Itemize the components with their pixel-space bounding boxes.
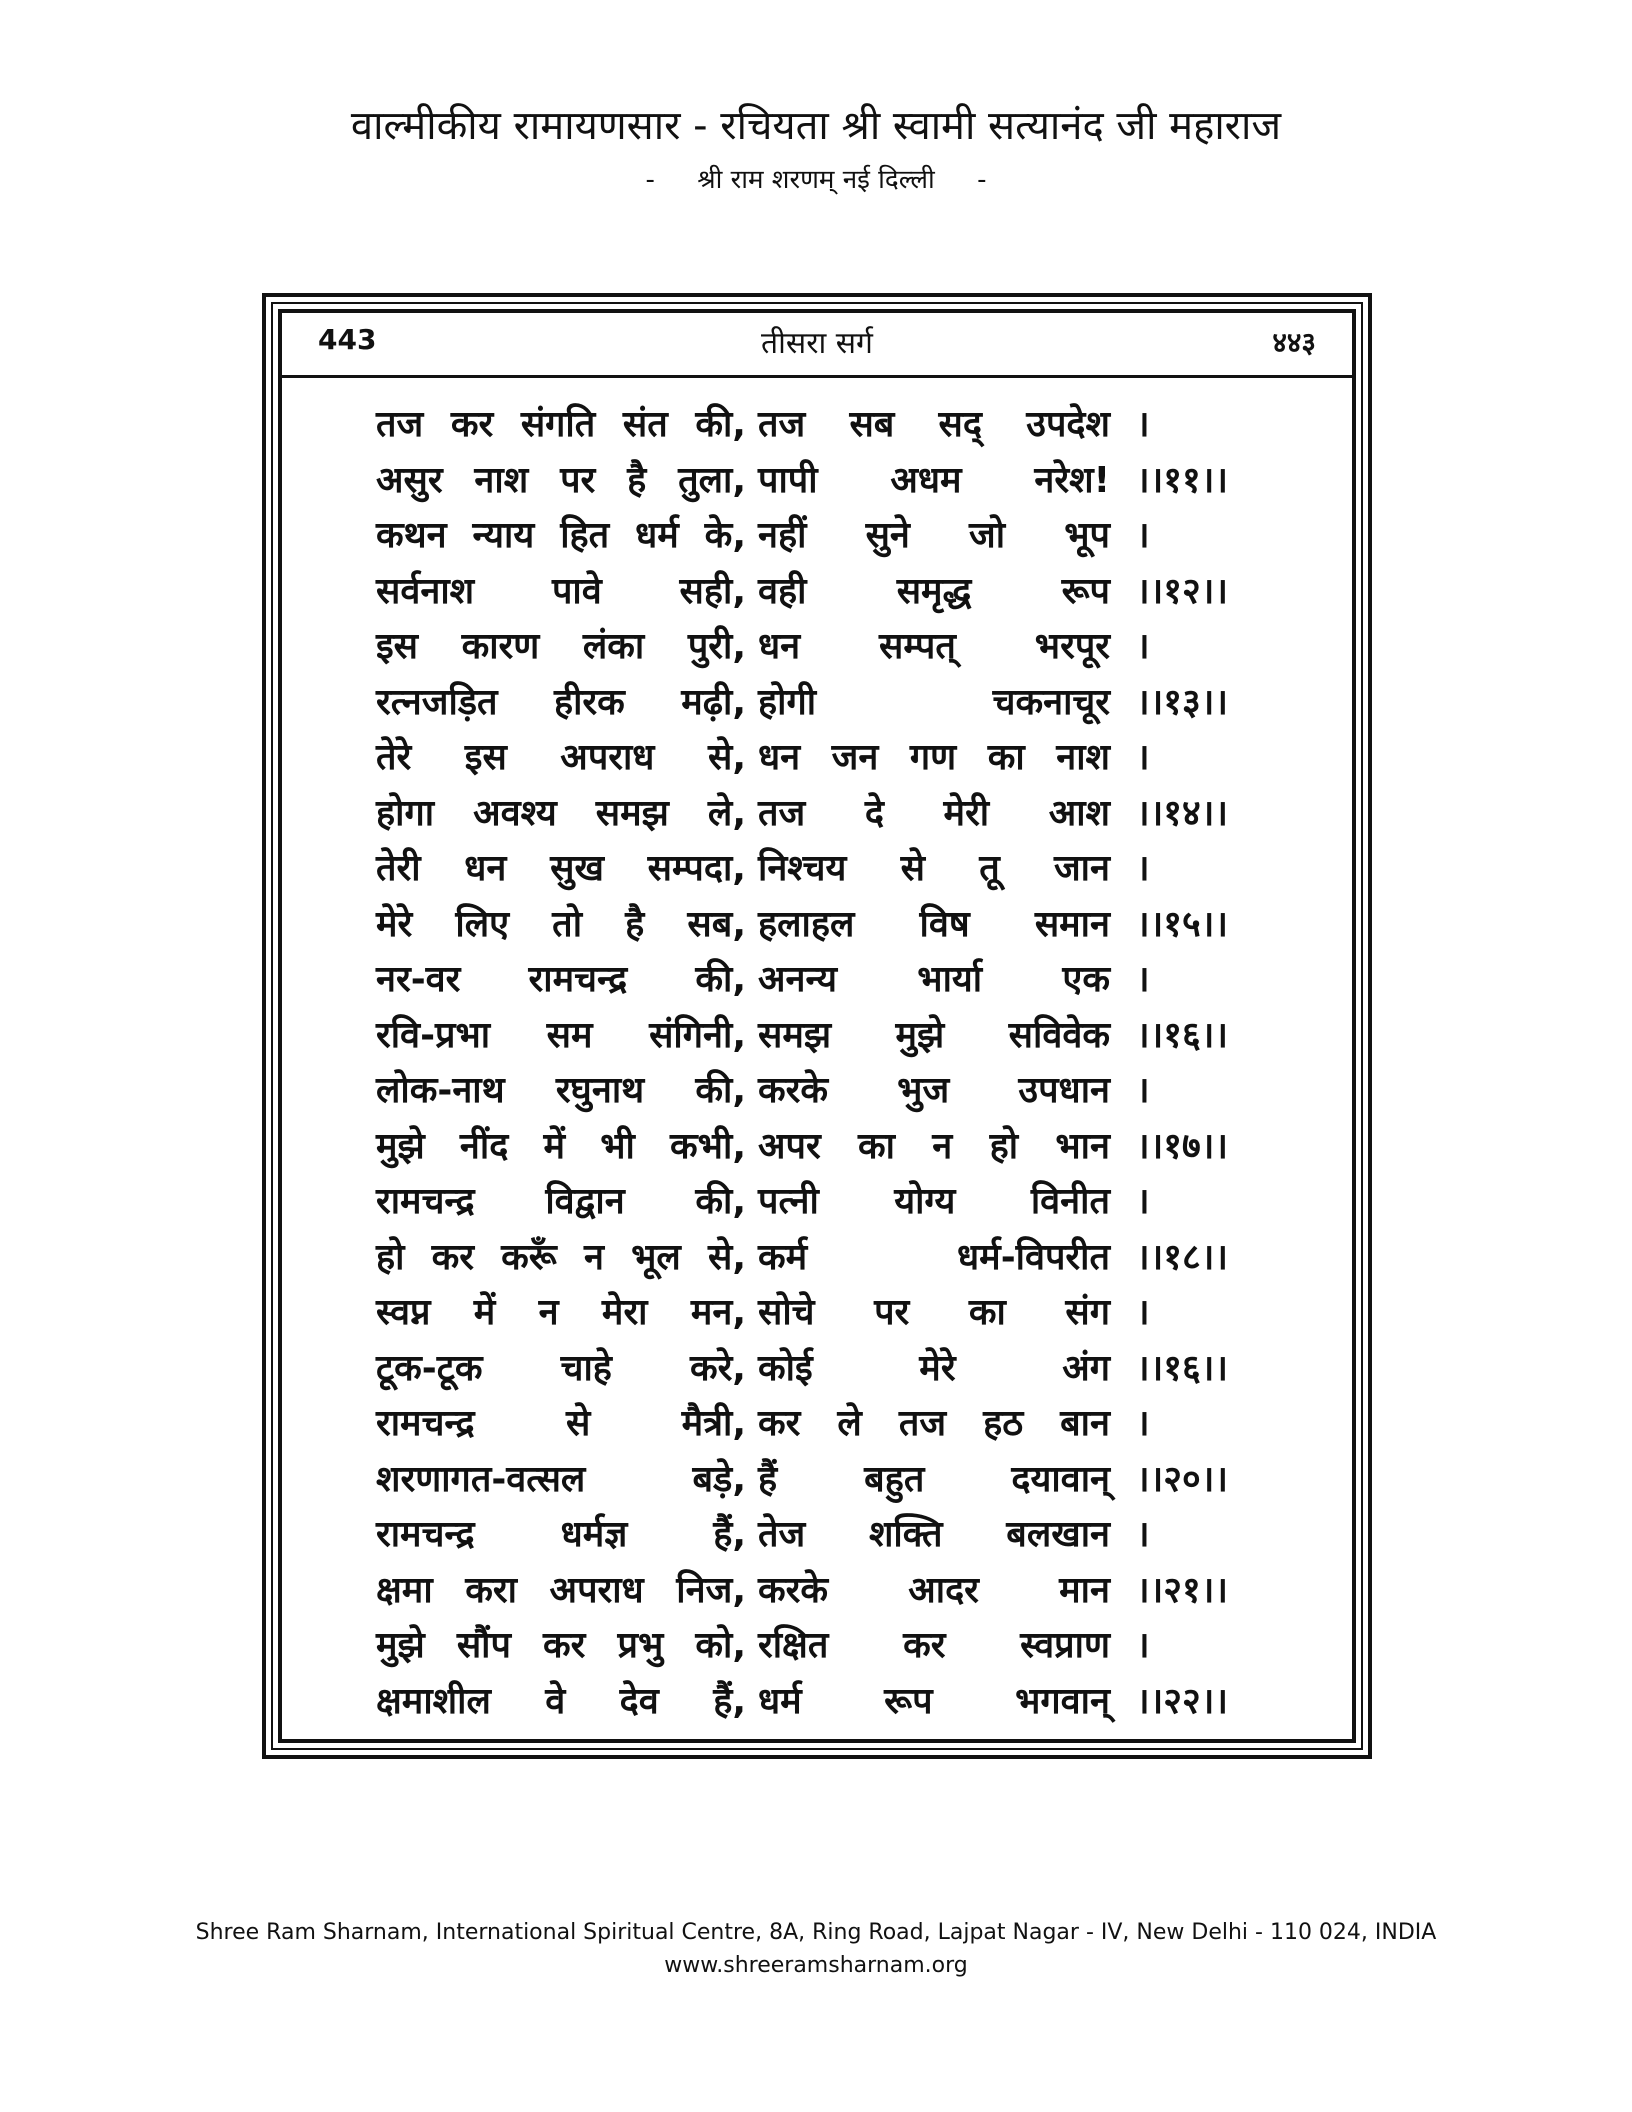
verse-first-half: रामचन्द्र विद्वान की, [376, 1181, 746, 1222]
verse-first-half: मेरे लिए तो है सब, [376, 903, 746, 945]
verse-first-half: रवि-प्रभा सम संगिनी, [376, 1014, 746, 1056]
verse-number: । [1136, 1292, 1150, 1333]
subtitle-dash-left: - [645, 165, 655, 195]
verse-first-half: कथन न्याय हित धर्म के, [376, 515, 746, 556]
frame-middle-border [271, 302, 1363, 1750]
publisher-line [0, 158, 1632, 202]
verse-line [376, 841, 1276, 897]
page-header [0, 98, 1632, 202]
verse-number: ।।१६।। [1136, 1347, 1229, 1389]
verse-line [376, 1008, 1276, 1064]
verse-number: । [1136, 959, 1150, 1000]
verse-line [376, 1396, 1276, 1452]
verse-second-half: अनन्य भार्या एक [758, 959, 1110, 1000]
verse-number: ।।१२।। [1136, 570, 1229, 612]
verse-first-half: तेरी धन सुख सम्पदा, [376, 848, 746, 889]
verse-second-half: अपर का न हो भान [758, 1125, 1110, 1167]
verse-number: । [1136, 515, 1150, 556]
verse-first-half: हो कर करूँ न भूल से, [376, 1236, 746, 1278]
verse-number: ।।१८।। [1136, 1236, 1229, 1278]
verse-second-half: धन जन गण का नाश [758, 737, 1110, 778]
verse-second-half: कर्म धर्म-विपरीत [758, 1236, 1110, 1278]
verse-number: । [1136, 1403, 1150, 1444]
page-number-devanagari: ४४३ [1272, 326, 1316, 359]
page-heading-bar [282, 313, 1352, 378]
verse-first-half: होगा अवश्य समझ ले, [376, 792, 746, 834]
verse-second-half: धर्म रूप भगवान् [758, 1680, 1110, 1722]
verse-first-half: नर-वर रामचन्द्र की, [376, 959, 746, 1000]
verse-number: ।।१४।। [1136, 792, 1229, 834]
verse-first-half: सर्वनाश पावे सही, [376, 570, 746, 612]
verse-number: । [1136, 404, 1150, 445]
verse-number: । [1136, 737, 1150, 778]
verse-first-half: इस कारण लंका पुरी, [376, 626, 746, 667]
verse-second-half: सोचे पर का संग [758, 1292, 1110, 1333]
verse-line [376, 453, 1276, 509]
footer-address: Shree Ram Sharnam, International Spiritual Centre, 8A, Ring Road, Lajpat Nagar - IV, New Delhi - 110 024, INDIA [195, 1920, 1437, 1945]
verse-second-half: निश्चय से तू जान [758, 848, 1110, 889]
frame-inner-border [278, 309, 1356, 1743]
verse-line [376, 1618, 1276, 1674]
verse-line [376, 1674, 1276, 1730]
verse-number: । [1136, 1625, 1150, 1666]
verse-number: । [1136, 1070, 1150, 1111]
verse-number: । [1136, 1514, 1150, 1555]
verse-number: ।।१७।। [1136, 1125, 1229, 1167]
verse-second-half: हैं बहुत दयावान् [758, 1458, 1110, 1500]
verse-first-half: क्षमा करा अपराध निज, [376, 1569, 746, 1611]
verse-second-half: तज सब सद् उपदेश [758, 404, 1110, 445]
verse-second-half: होगी चकनाचूर [758, 681, 1110, 723]
verse-second-half: कर ले तज हठ बान [758, 1403, 1110, 1444]
verse-second-half: रक्षित कर स्वप्राण [758, 1625, 1110, 1666]
section-title: तीसरा सर्ग [761, 326, 873, 361]
verse-first-half: स्वप्न में न मेरा मन, [376, 1292, 746, 1333]
verse-second-half: समझ मुझे सविवेक [758, 1014, 1110, 1056]
page-number-latin: 443 [318, 323, 377, 356]
verse-number: ।।१५।। [1136, 903, 1229, 945]
verse-line [376, 730, 1276, 786]
verse-line [376, 897, 1276, 953]
verse-second-half: वही समृद्ध रूप [758, 570, 1110, 612]
verse-first-half: रामचन्द्र से मैत्री, [376, 1403, 746, 1444]
verse-second-half: पापी अधम नरेश! [758, 459, 1110, 501]
verse-first-half: रत्नजड़ित हीरक मढ़ी, [376, 681, 746, 723]
verse-first-half: टूक-टूक चाहे करे, [376, 1347, 746, 1389]
verse-second-half: कोई मेरे अंग [758, 1347, 1110, 1389]
verse-first-half: शरणागत-वत्सल बड़े, [376, 1458, 746, 1500]
verse-line [376, 1507, 1276, 1563]
verse-second-half: पत्नी योग्य विनीत [758, 1181, 1110, 1222]
verse-number: । [1136, 1181, 1150, 1222]
subtitle-dash-right: - [977, 165, 987, 195]
verse-line [376, 1063, 1276, 1119]
book-title: वाल्मीकीय रामायणसार - रचियता श्री स्वामी सत्यानंद जी महाराज [350, 103, 1282, 149]
verse-number: । [1136, 848, 1150, 889]
verse-number: । [1136, 626, 1150, 667]
publisher-name: श्री राम शरणम् नई दिल्ली [697, 165, 935, 195]
verse-first-half: तज कर संगति संत की, [376, 404, 746, 445]
verse-list [376, 397, 1276, 1729]
verse-second-half: करके भुज उपधान [758, 1070, 1110, 1111]
verse-number: ।।२०।। [1136, 1458, 1229, 1500]
verse-line [376, 564, 1276, 620]
verse-second-half: नहीं सुने जो भूप [758, 515, 1110, 556]
verse-second-half: करके आदर मान [758, 1569, 1110, 1611]
verse-second-half: तज दे मेरी आश [758, 792, 1110, 834]
verse-second-half: धन सम्पत् भरपूर [758, 626, 1110, 667]
verse-first-half: क्षमाशील वे देव हैं, [376, 1680, 746, 1722]
verse-line [376, 397, 1276, 453]
verse-line [376, 1341, 1276, 1397]
verse-second-half: हलाहल विष समान [758, 903, 1110, 945]
verse-number: ।।२१।। [1136, 1569, 1229, 1611]
verse-line [376, 1119, 1276, 1175]
verse-first-half: असुर नाश पर है तुला, [376, 459, 746, 501]
verse-first-half: रामचन्द्र धर्मज्ञ हैं, [376, 1514, 746, 1555]
verse-line [376, 1563, 1276, 1619]
verse-line [376, 1452, 1276, 1508]
verse-line [376, 952, 1276, 1008]
verse-line [376, 1285, 1276, 1341]
verse-number: ।।१६।। [1136, 1014, 1229, 1056]
verse-frame [262, 293, 1372, 1759]
verse-line [376, 508, 1276, 564]
verse-line [376, 1174, 1276, 1230]
verse-line [376, 786, 1276, 842]
verse-number: ।।१३।। [1136, 681, 1229, 723]
verse-first-half: मुझे सौंप कर प्रभु को, [376, 1625, 746, 1666]
verse-first-half: तेरे इस अपराध से, [376, 737, 746, 778]
verse-first-half: लोक-नाथ रघुनाथ की, [376, 1070, 746, 1111]
footer-website: www.shreeramsharnam.org [664, 1953, 968, 1978]
verse-number: ।।२२।। [1136, 1680, 1229, 1722]
page-footer [0, 1916, 1632, 1982]
verse-number: ।।११।। [1136, 459, 1229, 501]
verse-second-half: तेज शक्ति बलखान [758, 1514, 1110, 1555]
verse-line [376, 619, 1276, 675]
verse-first-half: मुझे नींद में भी कभी, [376, 1125, 746, 1167]
verse-line [376, 675, 1276, 731]
verse-line [376, 1230, 1276, 1286]
